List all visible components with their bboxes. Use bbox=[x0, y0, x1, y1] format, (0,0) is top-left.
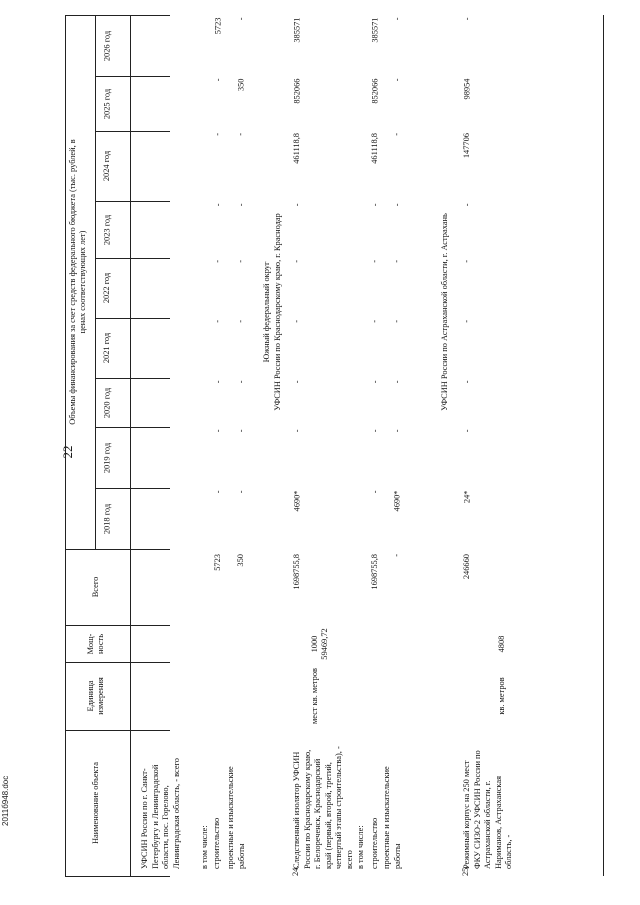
total-cell: 350 bbox=[236, 554, 245, 567]
total-cell: - bbox=[392, 554, 401, 557]
year-header: 2018 год bbox=[102, 503, 111, 534]
year-value-cell: - bbox=[292, 260, 301, 263]
capacity-cell: 1000 59469,72 bbox=[310, 627, 329, 660]
year-value-cell: - bbox=[462, 380, 471, 383]
unit-cell: мест кв. метров bbox=[310, 667, 319, 725]
year-value-cell: 852066 bbox=[292, 78, 301, 104]
year-value-cell: 385571 bbox=[370, 17, 379, 43]
year-value-cell: 852066 bbox=[370, 78, 379, 104]
year-value-cell: - bbox=[292, 203, 301, 206]
footer-filename: 2011б948.doc bbox=[1, 775, 10, 826]
header-rule bbox=[65, 15, 170, 16]
object-name: проектные и изыскательские работы bbox=[382, 766, 402, 869]
row-number: 25. bbox=[461, 865, 470, 876]
year-value-cell: 4690* bbox=[392, 490, 401, 511]
row-number: 24. bbox=[291, 865, 300, 876]
year-value-cell: 461118,8 bbox=[370, 133, 379, 164]
year-value-cell: - bbox=[370, 380, 379, 383]
year-value-cell: - bbox=[392, 78, 401, 81]
year-value-cell: 461118,8 bbox=[292, 133, 301, 164]
total-cell: 1698755,8 bbox=[292, 554, 301, 590]
header-rule bbox=[65, 730, 170, 731]
year-value-cell: - bbox=[462, 260, 471, 263]
header-rule bbox=[95, 318, 170, 319]
unit-cell: кв. метров bbox=[497, 677, 506, 715]
year-value-cell: 24* bbox=[462, 490, 471, 503]
year-value-cell: - bbox=[292, 320, 301, 323]
year-value-cell: - bbox=[392, 17, 401, 20]
year-value-cell: - bbox=[236, 203, 245, 206]
object-name: строительство bbox=[370, 817, 379, 869]
year-value-cell: 4690* bbox=[292, 490, 301, 511]
year-value-cell: - bbox=[213, 380, 222, 383]
header-rule bbox=[65, 625, 170, 626]
year-value-cell: - bbox=[462, 320, 471, 323]
object-name: УФСИН России по г. Санкт-Петербургу и Ленинградской области, пос. Горелово, Ленинградская область, - всего bbox=[140, 758, 181, 869]
header-rule bbox=[95, 76, 170, 77]
header-bottom-rule bbox=[130, 15, 131, 876]
year-header: 2024 год bbox=[102, 150, 111, 182]
year-value-cell: 98954 bbox=[462, 78, 471, 99]
year-value-cell: - bbox=[392, 133, 401, 136]
header-rule bbox=[95, 488, 170, 489]
capacity-cell: 4808 bbox=[497, 635, 506, 652]
header-rule bbox=[95, 427, 170, 428]
header-rule bbox=[65, 662, 170, 663]
year-value-cell: - bbox=[462, 429, 471, 432]
object-name: в том числе: bbox=[200, 825, 209, 869]
table-right-rule bbox=[603, 15, 604, 876]
header-rule bbox=[95, 378, 170, 379]
year-value-cell: - bbox=[392, 260, 401, 263]
year-value-cell: - bbox=[213, 260, 222, 263]
section-heading: Южный федеральный округ bbox=[262, 261, 271, 363]
year-value-cell: - bbox=[236, 490, 245, 493]
year-value-cell: - bbox=[213, 133, 222, 136]
year-value-cell: - bbox=[213, 490, 222, 493]
year-value-cell: - bbox=[392, 320, 401, 323]
year-value-cell: - bbox=[236, 320, 245, 323]
year-value-cell: - bbox=[392, 429, 401, 432]
header-rule bbox=[95, 258, 170, 259]
year-header: 2019 год bbox=[102, 442, 111, 473]
section-heading: УФСИН России по Астраханской области, г. Астрахань bbox=[440, 213, 449, 411]
year-header: 2020 год bbox=[102, 387, 111, 418]
unit-header: Единица измерения bbox=[86, 677, 105, 715]
year-value-cell: - bbox=[370, 320, 379, 323]
year-value-cell: - bbox=[213, 429, 222, 432]
total-cell: 1698755,8 bbox=[370, 554, 379, 590]
year-value-cell: - bbox=[292, 380, 301, 383]
year-value-cell: - bbox=[236, 17, 245, 20]
year-value-cell: - bbox=[292, 429, 301, 432]
header-rule bbox=[65, 549, 170, 550]
year-value-cell: 147706 bbox=[462, 133, 471, 159]
funding-header: Объемы финансирования за счет средств федерального бюджета (тыс. рублей, в ценах соответствующих лет) bbox=[68, 139, 87, 425]
year-header: 2026 год bbox=[102, 30, 111, 61]
year-value-cell: - bbox=[370, 260, 379, 263]
year-value-cell: - bbox=[370, 203, 379, 206]
header-rule bbox=[95, 201, 170, 202]
object-name: строительство bbox=[212, 817, 221, 869]
year-header: 2025 год bbox=[102, 88, 111, 119]
year-value-cell: - bbox=[213, 203, 222, 206]
name-header: Наименование объекта bbox=[91, 762, 100, 844]
header-rule bbox=[95, 131, 170, 132]
year-value-cell: - bbox=[370, 490, 379, 493]
header-rule bbox=[65, 876, 170, 877]
capacity-header: Мощ-ность bbox=[86, 633, 105, 654]
object-name: Режимный корпус на 250 мест ФКУ СИЗО-2 УФСИН России по Астраханской области, г. Нариманов, Астраханская область, - bbox=[462, 750, 513, 869]
total-cell: 5723 bbox=[213, 554, 222, 571]
year-value-cell: - bbox=[462, 17, 471, 20]
year-value-cell: 385571 bbox=[292, 17, 301, 43]
year-header: 2021 год bbox=[102, 332, 111, 364]
year-value-cell: - bbox=[236, 133, 245, 136]
page-number: 22 bbox=[60, 445, 75, 459]
total-cell: 246660 bbox=[462, 554, 471, 580]
header-year-rule bbox=[95, 15, 96, 549]
year-value-cell: 350 bbox=[236, 78, 245, 91]
year-header: 2023 год bbox=[102, 214, 111, 245]
object-name: в том числе: bbox=[356, 825, 365, 869]
year-value-cell: - bbox=[213, 78, 222, 81]
year-value-cell: - bbox=[236, 260, 245, 263]
object-name: проектные и изыскательские работы bbox=[226, 766, 246, 869]
year-value-cell: 5723 bbox=[213, 17, 222, 34]
object-name: Следственный изолятор УФСИН России по Краснодарскому краю, г. Белореченск, Краснодарский край (первый, второй, третий, четвертый этапы строительства), - всего bbox=[292, 746, 354, 869]
year-value-cell: - bbox=[213, 320, 222, 323]
year-value-cell: - bbox=[392, 203, 401, 206]
section-heading: УФСИН России по Краснодарскому краю, г. Краснодар bbox=[272, 213, 282, 411]
year-value-cell: - bbox=[236, 429, 245, 432]
year-value-cell: - bbox=[236, 380, 245, 383]
total-header: Всего bbox=[91, 576, 100, 598]
year-header: 2022 год bbox=[102, 272, 111, 304]
year-value-cell: - bbox=[462, 203, 471, 206]
header-outer-rule bbox=[65, 15, 66, 876]
year-value-cell: - bbox=[392, 380, 401, 383]
year-value-cell: - bbox=[370, 429, 379, 432]
